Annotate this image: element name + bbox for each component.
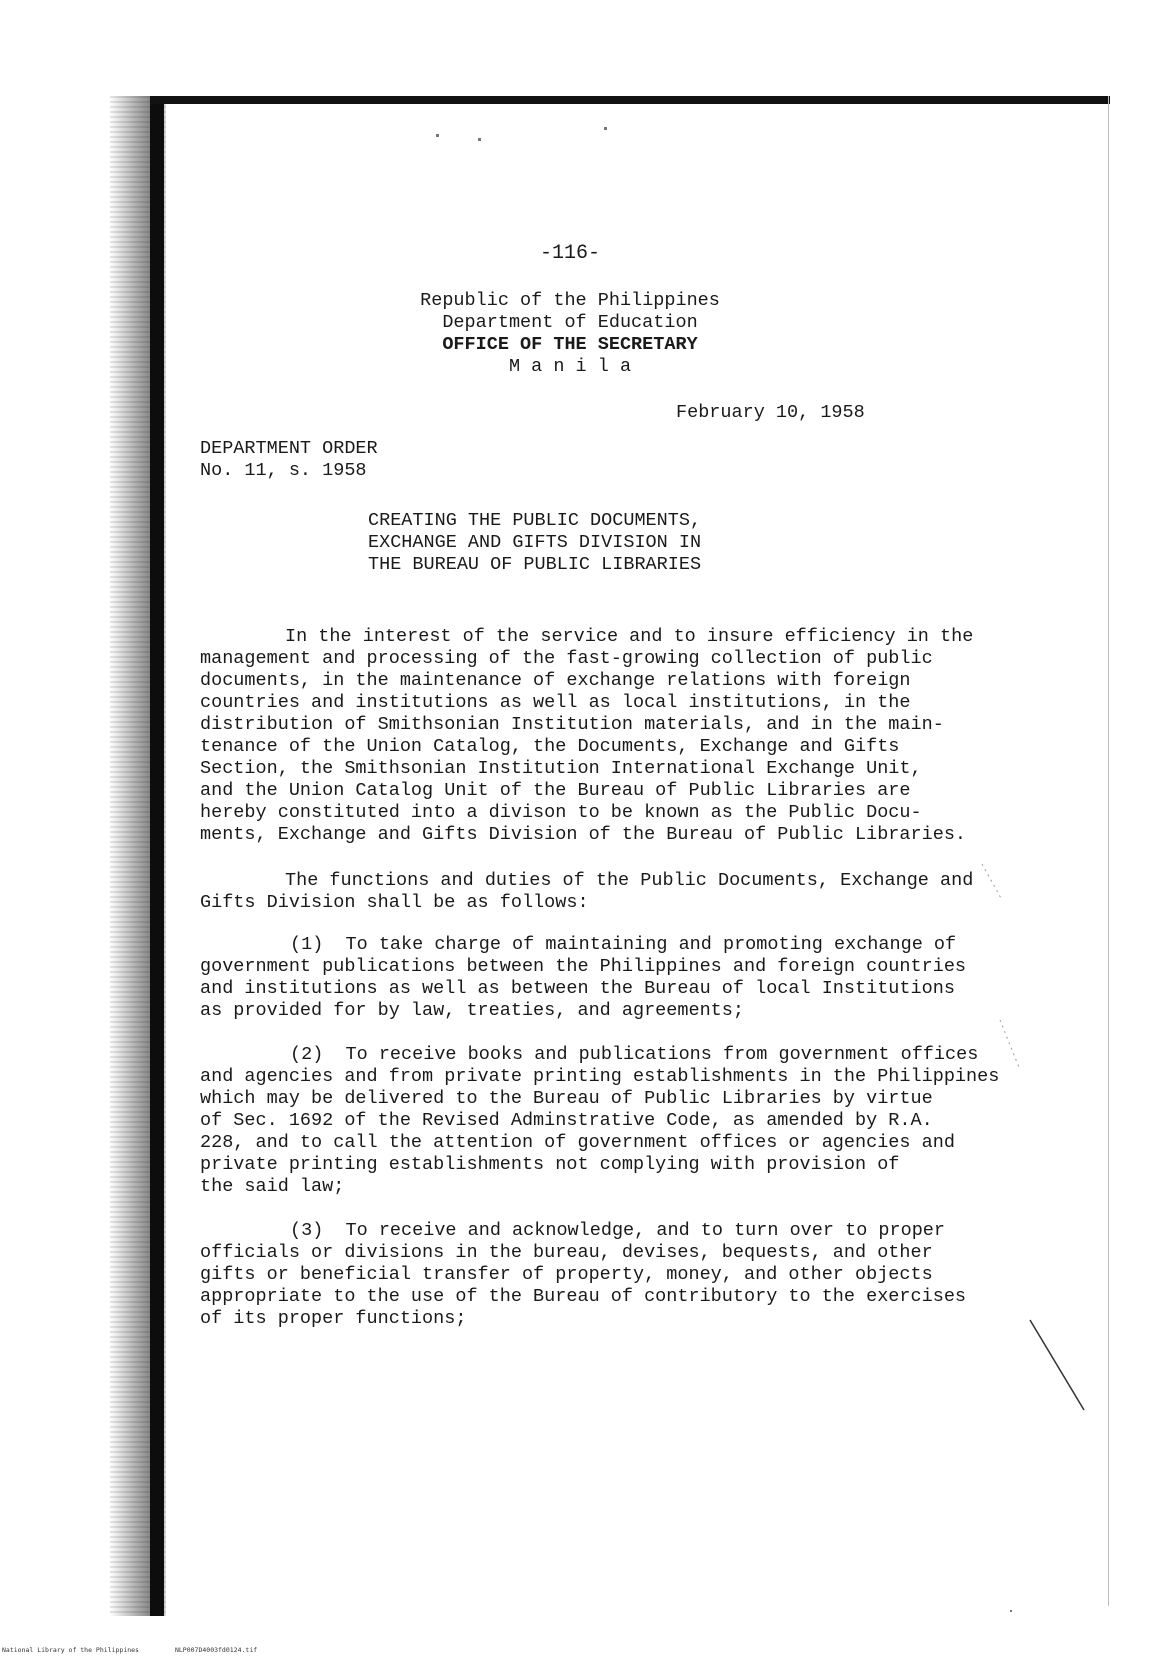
- document-date: February 10, 1958: [676, 402, 865, 423]
- list-item-line: and institutions as well as between the Bureau of local Institutions: [200, 978, 955, 999]
- list-item-line: (3) To receive and acknowledge, and to turn over to proper: [290, 1220, 946, 1241]
- list-item-line: gifts or beneficial transfer of property, money, and other objects: [200, 1264, 933, 1285]
- scan-scratch-marks: [980, 860, 1090, 1420]
- paragraph-line: countries and institutions as well as local institutions, in the: [200, 692, 911, 713]
- paragraph-line: ments, Exchange and Gifts Division of the Bureau of Public Libraries.: [200, 824, 967, 845]
- paragraph-line: documents, in the maintenance of exchange relations with foreign: [200, 670, 911, 691]
- list-item-line: of Sec. 1692 of the Revised Adminstrative Code, as amended by R.A.: [200, 1110, 933, 1131]
- paragraph-line: tenance of the Union Catalog, the Documents, Exchange and Gifts: [200, 736, 900, 757]
- scan-footer: [2, 1646, 293, 1654]
- subject-line: CREATING THE PUBLIC DOCUMENTS,: [368, 510, 702, 531]
- paragraph-line: and the Union Catalog Unit of the Bureau of Public Libraries are: [200, 780, 911, 801]
- scan-spine-edge: [150, 96, 164, 1616]
- list-item-line: 228, and to call the attention of government offices or agencies and: [200, 1132, 955, 1153]
- paragraph-line: Gifts Division shall be as follows:: [200, 892, 589, 913]
- order-title: DEPARTMENT ORDER: [200, 438, 378, 459]
- list-item-line: of its proper functions;: [200, 1308, 467, 1329]
- footer-source: National Library of the Philippines: [2, 1646, 139, 1654]
- list-item-line: which may be delivered to the Bureau of Public Libraries by virtue: [200, 1088, 933, 1109]
- list-item-line: officials or divisions in the bureau, devises, bequests, and other: [200, 1242, 933, 1263]
- list-item-line: appropriate to the use of the Bureau of contributory to the exercises: [200, 1286, 967, 1307]
- paragraph-line: Section, the Smithsonian Institution International Exchange Unit,: [200, 758, 922, 779]
- paragraph-line: distribution of Smithsonian Institution materials, and in the main-: [200, 714, 944, 735]
- page-top-edge: [150, 96, 1110, 104]
- list-item-line: and agencies and from private printing establishments in the Philippines: [200, 1066, 1000, 1087]
- footer-filename: NLP007D4003fd0124.tif: [174, 1646, 258, 1654]
- subject-line: THE BUREAU OF PUBLIC LIBRARIES: [368, 554, 702, 575]
- order-number: No. 11, s. 1958: [200, 460, 367, 481]
- page-right-edge: [1108, 96, 1109, 1606]
- list-item-line: as provided for by law, treaties, and agreements;: [200, 1000, 744, 1021]
- list-item-line: private printing establishments not complying with provision of: [200, 1154, 900, 1175]
- subject-line: EXCHANGE AND GIFTS DIVISION IN: [368, 532, 702, 553]
- page-number: -116-: [540, 242, 601, 265]
- paragraph-line: hereby constituted into a divison to be known as the Public Docu-: [200, 802, 922, 823]
- paragraph-line: In the interest of the service and to insure efficiency in the: [285, 626, 974, 647]
- paragraph-line: management and processing of the fast-growing collection of public: [200, 648, 933, 669]
- letterhead-republic: Republic of the Philippines: [420, 290, 720, 311]
- list-item-line: (2) To receive books and publications from government offices: [290, 1044, 979, 1065]
- letterhead-department: Department of Education: [442, 312, 698, 333]
- letterhead-city: M a n i l a: [508, 356, 632, 377]
- scan-speck: [1010, 1610, 1012, 1612]
- scan-speck: [478, 138, 481, 141]
- scan-speck: [436, 134, 439, 137]
- paragraph-line: The functions and duties of the Public Documents, Exchange and: [285, 870, 974, 891]
- scan-speck: [604, 127, 607, 130]
- letterhead-office: OFFICE OF THE SECRETARY: [442, 334, 698, 355]
- list-item-line: the said law;: [200, 1176, 345, 1197]
- list-item-line: government publications between the Philippines and foreign countries: [200, 956, 967, 977]
- list-item-line: (1) To take charge of maintaining and promoting exchange of: [290, 934, 957, 955]
